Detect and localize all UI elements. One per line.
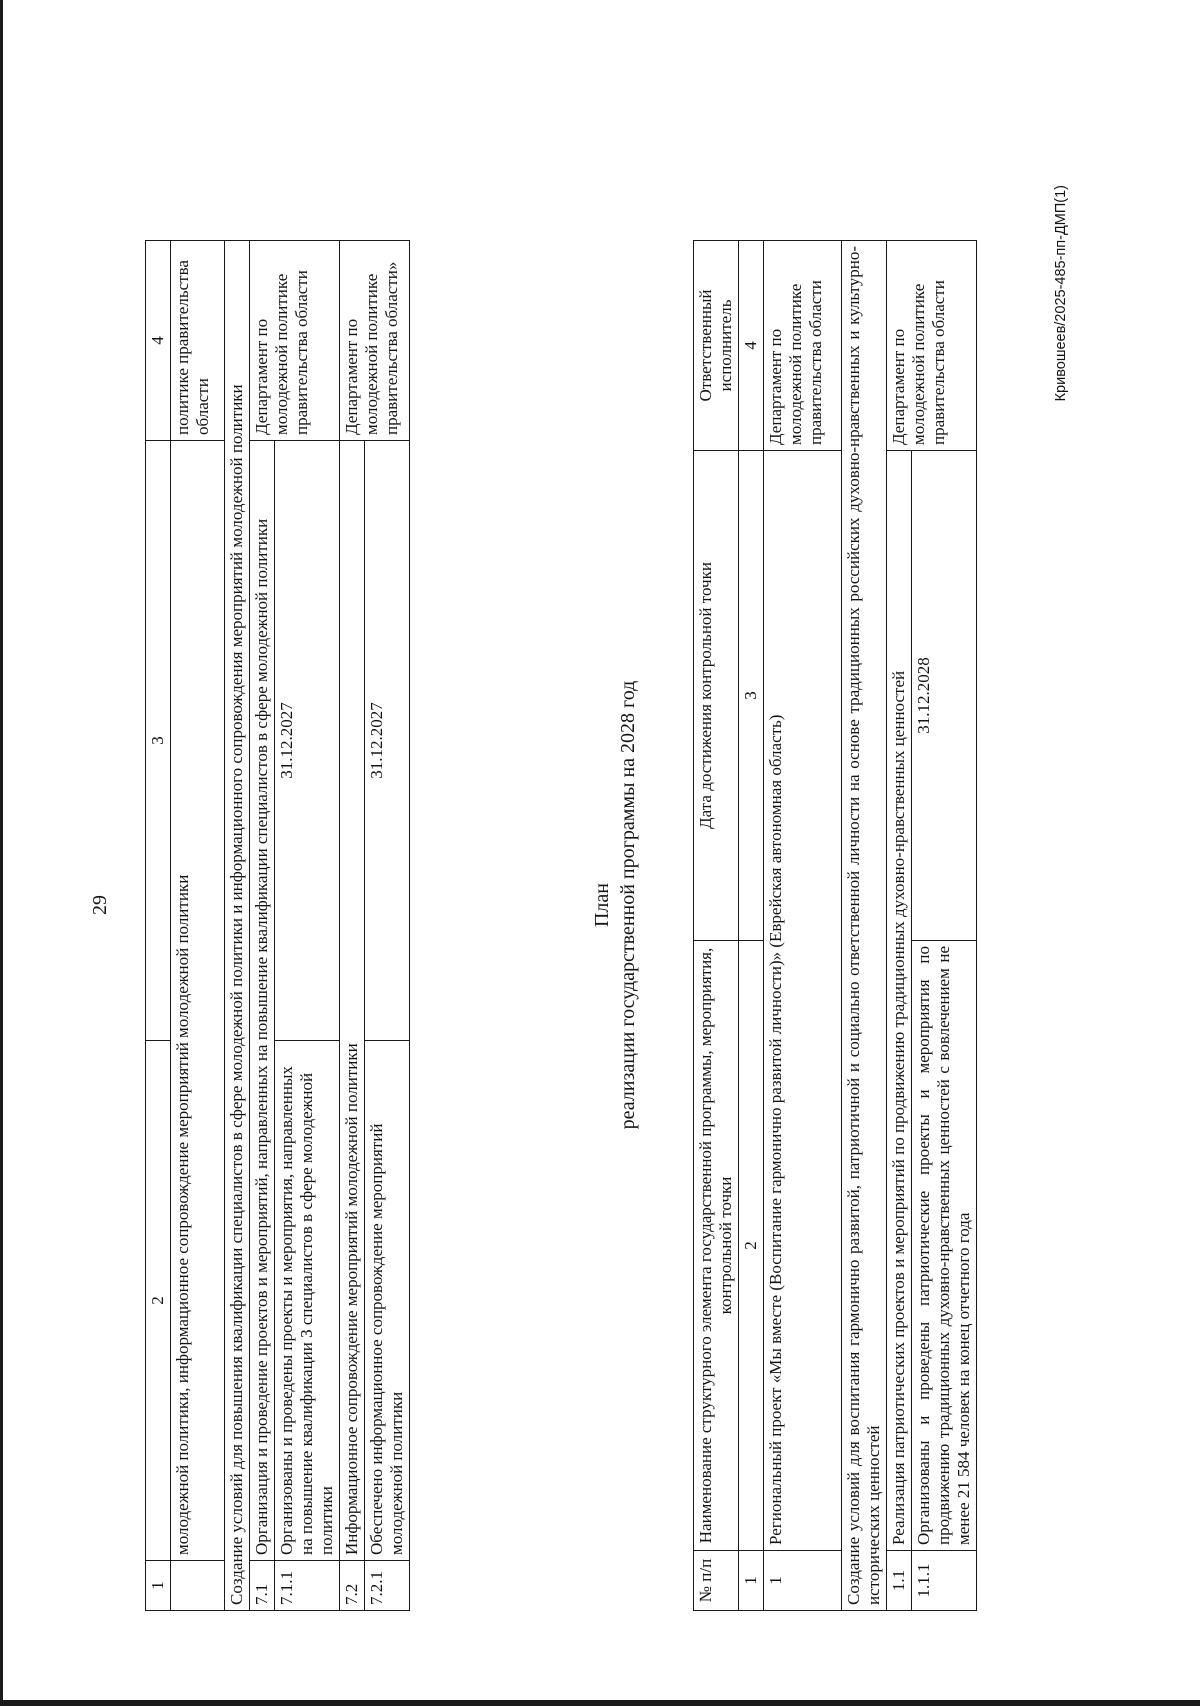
cell-name: Организация и проведение проектов и мероприятий, направленных на повышение квалификации специалистов в сфере молодежной политики [250, 441, 275, 1561]
col-number-header: 3 [739, 451, 764, 941]
col-number-header: 2 [739, 941, 764, 1551]
col-number-header: 4 [146, 241, 171, 441]
cell-name: Реализация патриотических проектов и мероприятий по продвижению традиционных духовно-нравственных ценностей [887, 451, 912, 1551]
plan-heading [589, 185, 641, 1625]
scan-edge-left [0, 0, 3, 1706]
cell-num [171, 1561, 225, 1611]
col-number-header: 1 [739, 1551, 764, 1611]
cell-executor: Департамент по молодежной политике правительства области [764, 241, 842, 451]
col-number-header: 3 [146, 441, 171, 1041]
cell-date: 31.12.2028 [912, 451, 977, 941]
cell-num: 7.1.1 [275, 1561, 340, 1611]
section-row: Создание условий для повышения квалификации специалистов в сфере молодежной политики и информационного сопровождения мероприятий молодежной политики [225, 241, 250, 1611]
rotated-page [85, 185, 1095, 1625]
cell-name: Региональный проект «Мы вместе (Воспитание гармонично развитой личности)» (Еврейская автономная область) [764, 451, 842, 1551]
table-row [275, 241, 340, 1611]
table-row [225, 241, 250, 1611]
cell-name: Организованы и проведены патриотические проекты и мероприятия по продвижению традиционных духовно-нравственных ценностей с вовлечением не менее 21 584 человек на конец отчетного года [912, 941, 977, 1551]
table-row [739, 241, 764, 1611]
table-plan-2028 [693, 240, 977, 1611]
cell-executor: политике правительства области [171, 241, 225, 441]
table-row [842, 241, 887, 1611]
table-row [887, 241, 912, 1611]
cell-executor: Департамент по молодежной политике правительства области» [340, 241, 410, 441]
table-row [340, 241, 365, 1611]
header-name: Наименование структурного элемента государственной программы, мероприятия, контрольной точки [694, 941, 739, 1551]
table-row [250, 241, 275, 1611]
cell-executor: Департамент по молодежной политике правительства области [250, 241, 340, 441]
cell-executor: Департамент по молодежной политике правительства области [887, 241, 977, 451]
header-date: Дата достижения контрольной точки [694, 451, 739, 941]
cell-date: 31.12.2027 [365, 441, 410, 1041]
cell-date: 31.12.2027 [275, 441, 340, 1041]
table-continuation [145, 240, 410, 1611]
cell-num: 1.1.1 [912, 1551, 977, 1611]
table-row [146, 241, 171, 1611]
cell-name: Информационное сопровождение мероприятий молодежной политики [340, 441, 365, 1561]
table-header-row [694, 241, 739, 1611]
cell-num: 1.1 [887, 1551, 912, 1611]
col-number-header: 4 [739, 241, 764, 451]
plan-subtitle: реализации государственной программы на 2028 год [617, 680, 639, 1130]
cell-num: 7.2 [340, 1561, 365, 1611]
cell-name: Организованы и проведены проекты и мероприятия, направленных на повышение квалификации 3 специалистов в сфере молодежной политики [275, 1041, 340, 1561]
section-row: Создание условий для воспитания гармонично развитой, патриотичной и социально ответственной личности на основе традиционных российских духовно-нравственных и культурно-исторических ценностей [842, 241, 887, 1611]
plan-title: План [591, 883, 613, 928]
col-number-header: 1 [146, 1561, 171, 1611]
document-code: Кривошеев/2025-485-пп-ДМП(1) [1053, 185, 1069, 402]
table-row [365, 241, 410, 1611]
cell-name: Обеспечено информационное сопровождение мероприятий молодежной политики [365, 1041, 410, 1561]
col-number-header: 2 [146, 1041, 171, 1561]
cell-num: 7.2.1 [365, 1561, 410, 1611]
header-executor: Ответственный исполнитель [694, 241, 739, 451]
cell-name: молодежной политики, информационное сопровождение мероприятий молодежной политики [171, 441, 225, 1561]
page-number: 29 [89, 895, 111, 915]
header-num: № п/п [694, 1551, 739, 1611]
scan-edge-bottom [0, 1700, 1200, 1706]
cell-num: 7.1 [250, 1561, 275, 1611]
table-row [764, 241, 842, 1611]
table-row [171, 241, 225, 1611]
cell-num: 1 [764, 1551, 842, 1611]
